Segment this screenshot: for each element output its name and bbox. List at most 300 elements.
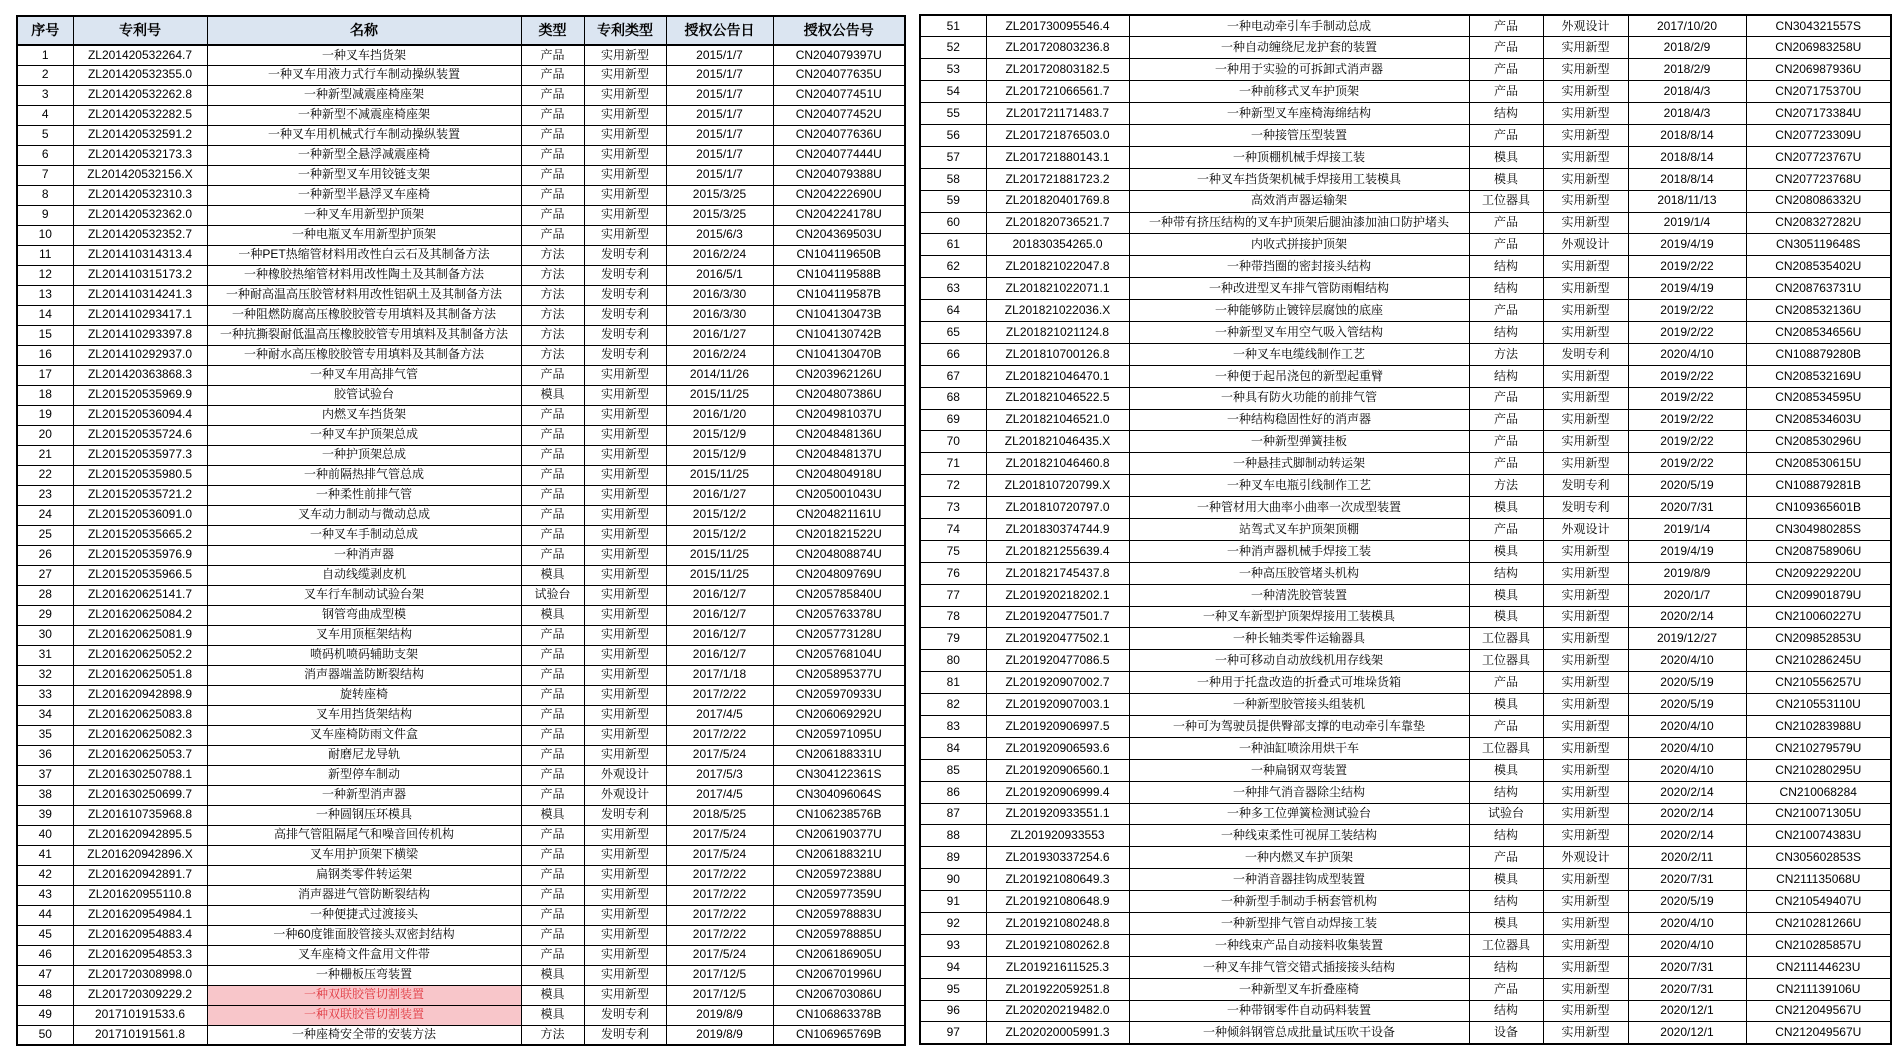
- cell-grant-date: 2020/7/31: [1628, 956, 1746, 978]
- cell-grant-date: 2017/10/20: [1628, 15, 1746, 37]
- table-row: [920, 497, 1891, 519]
- table-row: [920, 409, 1891, 431]
- cell-index: 81: [920, 672, 986, 694]
- cell-grant-date: 2017/4/5: [666, 785, 773, 805]
- cell-type: 结构: [1469, 825, 1543, 847]
- cell-type: 模具: [521, 605, 584, 625]
- cell-type: 工位器具: [1469, 628, 1543, 650]
- table-row: [920, 781, 1891, 803]
- cell-grant-date: 2015/1/7: [666, 65, 773, 85]
- cell-patent-number: ZL201630250699.7: [73, 785, 207, 805]
- cell-index: 56: [920, 124, 986, 146]
- cell-grant-date: 2016/1/27: [666, 485, 773, 505]
- cell-index: 93: [920, 934, 986, 956]
- cell-index: 6: [17, 145, 73, 165]
- cell-grant-date: 2017/2/22: [666, 905, 773, 925]
- cell-patent-number: ZL201921611525.3: [986, 956, 1129, 978]
- cell-patent-kind: 发明专利: [584, 265, 666, 285]
- table-row: [17, 645, 905, 665]
- cell-grant-date: 2019/2/22: [1628, 409, 1746, 431]
- cell-index: 84: [920, 737, 986, 759]
- cell-index: 71: [920, 453, 986, 475]
- cell-grant-date: 2017/4/5: [666, 705, 773, 725]
- cell-type: 产品: [521, 45, 584, 65]
- cell-patent-kind: 实用新型: [584, 545, 666, 565]
- cell-grant-date: 2014/11/26: [666, 365, 773, 385]
- cell-patent-kind: 实用新型: [584, 125, 666, 145]
- cell-grant-date: 2019/2/22: [1628, 453, 1746, 475]
- cell-patent-name: 耐磨尼龙导轨: [207, 745, 521, 765]
- cell-grant-number: CN205785840U: [773, 585, 905, 605]
- cell-index: 91: [920, 891, 986, 913]
- cell-patent-kind: 实用新型: [1543, 190, 1628, 212]
- cell-patent-number: ZL201721066561.7: [986, 81, 1129, 103]
- cell-grant-date: 2019/12/27: [1628, 628, 1746, 650]
- cell-grant-date: 2020/4/10: [1628, 737, 1746, 759]
- cell-patent-name: 一种具有防火功能的前排气管: [1129, 387, 1469, 409]
- cell-patent-kind: 实用新型: [584, 185, 666, 205]
- cell-grant-date: 2020/7/31: [1628, 497, 1746, 519]
- table-row: [920, 584, 1891, 606]
- cell-index: 95: [920, 978, 986, 1000]
- cell-patent-kind: 发明专利: [584, 1025, 666, 1045]
- cell-type: 模具: [1469, 606, 1543, 628]
- table-row: [920, 81, 1891, 103]
- table-row: [920, 475, 1891, 497]
- cell-grant-number: CN210279579U: [1746, 737, 1891, 759]
- table-row: [920, 716, 1891, 738]
- cell-patent-number: ZL201830374744.9: [986, 518, 1129, 540]
- cell-patent-name: 一种叉车排气管交错式插接接头结构: [1129, 956, 1469, 978]
- cell-grant-date: 2019/2/22: [1628, 256, 1746, 278]
- cell-patent-kind: 实用新型: [584, 565, 666, 585]
- table-row: [920, 803, 1891, 825]
- table-row: [17, 365, 905, 385]
- cell-type: 产品: [521, 545, 584, 565]
- cell-type: 产品: [1469, 847, 1543, 869]
- cell-type: 产品: [1469, 431, 1543, 453]
- cell-grant-date: 2020/12/1: [1628, 1000, 1746, 1022]
- cell-patent-name: 一种新型叉车座椅海绵结构: [1129, 103, 1469, 125]
- cell-patent-kind: 实用新型: [584, 445, 666, 465]
- cell-type: 工位器具: [1469, 737, 1543, 759]
- table-row: [920, 168, 1891, 190]
- cell-type: 产品: [1469, 672, 1543, 694]
- cell-grant-number: CN204821161U: [773, 505, 905, 525]
- cell-patent-name: 一种耐高温高压胶管材料用改性铝矾土及其制备方法: [207, 285, 521, 305]
- cell-grant-number: CN208532136U: [1746, 300, 1891, 322]
- cell-type: 产品: [1469, 453, 1543, 475]
- cell-patent-number: ZL201520535966.5: [73, 565, 207, 585]
- cell-type: 产品: [521, 925, 584, 945]
- cell-grant-date: 2018/5/25: [666, 805, 773, 825]
- cell-patent-name: 一种新型全悬浮减震座椅: [207, 145, 521, 165]
- cell-grant-number: CN207723309U: [1746, 124, 1891, 146]
- cell-patent-name: 内收式拼接护顶架: [1129, 234, 1469, 256]
- cell-patent-kind: 实用新型: [584, 45, 666, 65]
- cell-patent-kind: 实用新型: [584, 885, 666, 905]
- cell-patent-name: 一种新型叉车用铰链支架: [207, 165, 521, 185]
- cell-patent-number: ZL201821255639.4: [986, 540, 1129, 562]
- highlighted-cell-patent-name: 一种双联胶管切割装置: [207, 1005, 521, 1025]
- cell-grant-number: CN209229220U: [1746, 562, 1891, 584]
- cell-patent-kind: 外观设计: [1543, 518, 1628, 540]
- cell-patent-number: ZL201821021124.8: [986, 321, 1129, 343]
- table-row: [920, 1000, 1891, 1022]
- cell-patent-name: 一种护顶架总成: [207, 445, 521, 465]
- cell-grant-date: 2020/5/19: [1628, 891, 1746, 913]
- cell-patent-kind: 实用新型: [1543, 869, 1628, 891]
- cell-patent-kind: 发明专利: [584, 345, 666, 365]
- cell-patent-number: ZL201920906999.4: [986, 781, 1129, 803]
- cell-patent-number: ZL201620955110.8: [73, 885, 207, 905]
- cell-grant-number: CN204224178U: [773, 205, 905, 225]
- cell-patent-number: ZL201410293417.1: [73, 305, 207, 325]
- table-row: [920, 146, 1891, 168]
- cell-patent-kind: 实用新型: [584, 745, 666, 765]
- cell-grant-date: 2018/8/14: [1628, 146, 1746, 168]
- cell-patent-kind: 实用新型: [1543, 365, 1628, 387]
- cell-index: 63: [920, 278, 986, 300]
- cell-grant-number: CN204077452U: [773, 105, 905, 125]
- table-row: [920, 825, 1891, 847]
- cell-index: 37: [17, 765, 73, 785]
- cell-index: 14: [17, 305, 73, 325]
- cell-patent-name: 一种座椅安全带的安装方法: [207, 1025, 521, 1045]
- cell-type: 模具: [1469, 869, 1543, 891]
- cell-grant-number: CN208530296U: [1746, 431, 1891, 453]
- cell-index: 52: [920, 37, 986, 59]
- table-row: [17, 825, 905, 845]
- cell-grant-date: 2020/7/31: [1628, 869, 1746, 891]
- cell-grant-date: 2017/1/18: [666, 665, 773, 685]
- cell-grant-date: 2016/3/30: [666, 285, 773, 305]
- cell-patent-number: ZL201821046522.5: [986, 387, 1129, 409]
- cell-patent-kind: 实用新型: [1543, 759, 1628, 781]
- cell-grant-date: 2020/4/10: [1628, 913, 1746, 935]
- table-row: [17, 985, 905, 1005]
- cell-index: 24: [17, 505, 73, 525]
- table-row: [17, 785, 905, 805]
- table-row: [17, 565, 905, 585]
- cell-grant-number: CN109365601B: [1746, 497, 1891, 519]
- cell-patent-kind: 发明专利: [584, 285, 666, 305]
- cell-type: 模具: [1469, 913, 1543, 935]
- table-row: [920, 37, 1891, 59]
- cell-patent-kind: 实用新型: [1543, 913, 1628, 935]
- cell-patent-name: 高效消声器运输架: [1129, 190, 1469, 212]
- cell-type: 产品: [521, 405, 584, 425]
- cell-patent-name: 胶管试验台: [207, 385, 521, 405]
- cell-type: 产品: [1469, 300, 1543, 322]
- cell-grant-number: CN203962126U: [773, 365, 905, 385]
- cell-patent-number: ZL201721881723.2: [986, 168, 1129, 190]
- cell-patent-kind: 实用新型: [1543, 672, 1628, 694]
- cell-patent-name: 旋转座椅: [207, 685, 521, 705]
- cell-patent-number: ZL201410315173.2: [73, 265, 207, 285]
- cell-patent-kind: 实用新型: [1543, 650, 1628, 672]
- cell-index: 65: [920, 321, 986, 343]
- cell-grant-number: CN208530615U: [1746, 453, 1891, 475]
- cell-grant-number: CN206983258U: [1746, 37, 1891, 59]
- table-row: [920, 606, 1891, 628]
- cell-patent-name: 一种多工位弹簧检测试验台: [1129, 803, 1469, 825]
- cell-patent-kind: 实用新型: [1543, 124, 1628, 146]
- cell-type: 方法: [521, 325, 584, 345]
- cell-patent-name: 叉车动力制动与微动总成: [207, 505, 521, 525]
- cell-grant-number: CN104130470B: [773, 345, 905, 365]
- cell-index: 49: [17, 1005, 73, 1025]
- cell-type: 结构: [1469, 321, 1543, 343]
- cell-index: 54: [920, 81, 986, 103]
- cell-patent-kind: 实用新型: [1543, 278, 1628, 300]
- cell-grant-number: CN207723767U: [1746, 146, 1891, 168]
- cell-grant-date: 2020/2/11: [1628, 847, 1746, 869]
- cell-patent-number: ZL201420532282.5: [73, 105, 207, 125]
- cell-patent-kind: 发明专利: [1543, 343, 1628, 365]
- cell-patent-kind: 实用新型: [584, 225, 666, 245]
- cell-type: 产品: [1469, 978, 1543, 1000]
- cell-type: 模具: [521, 1005, 584, 1025]
- cell-patent-number: ZL201921080648.9: [986, 891, 1129, 913]
- cell-grant-number: CN208086332U: [1746, 190, 1891, 212]
- cell-patent-name: 一种新型消声器: [207, 785, 521, 805]
- cell-patent-name: 一种新型叉车折叠座椅: [1129, 978, 1469, 1000]
- cell-patent-name: 一种顶棚机械手焊接工装: [1129, 146, 1469, 168]
- cell-patent-kind: 实用新型: [1543, 168, 1628, 190]
- table-row: [920, 737, 1891, 759]
- cell-index: 21: [17, 445, 73, 465]
- cell-type: 产品: [521, 125, 584, 145]
- cell-index: 15: [17, 325, 73, 345]
- cell-grant-date: 2019/2/22: [1628, 300, 1746, 322]
- cell-grant-date: 2016/12/7: [666, 625, 773, 645]
- cell-type: 产品: [521, 85, 584, 105]
- table-row: [17, 925, 905, 945]
- cell-grant-number: CN204079388U: [773, 165, 905, 185]
- cell-patent-name: 叉车行车制动试验台架: [207, 585, 521, 605]
- cell-patent-kind: 实用新型: [584, 425, 666, 445]
- table-row: [17, 745, 905, 765]
- cell-index: 76: [920, 562, 986, 584]
- cell-index: 20: [17, 425, 73, 445]
- cell-patent-number: ZL201810700126.8: [986, 343, 1129, 365]
- cell-grant-number: CN210074383U: [1746, 825, 1891, 847]
- cell-patent-number: ZL201520536094.4: [73, 405, 207, 425]
- cell-patent-kind: 实用新型: [584, 845, 666, 865]
- cell-type: 结构: [1469, 562, 1543, 584]
- cell-patent-number: 201710191561.8: [73, 1025, 207, 1045]
- cell-grant-number: CN304321557S: [1746, 15, 1891, 37]
- cell-patent-number: ZL201821046435.X: [986, 431, 1129, 453]
- cell-grant-number: CN211135068U: [1746, 869, 1891, 891]
- cell-patent-number: ZL201821022047.8: [986, 256, 1129, 278]
- cell-grant-number: CN205970933U: [773, 685, 905, 705]
- cell-patent-name: 一种新型排气管自动焊接工装: [1129, 913, 1469, 935]
- cell-type: 产品: [1469, 387, 1543, 409]
- cell-patent-number: ZL201720309229.2: [73, 985, 207, 1005]
- cell-patent-kind: 实用新型: [1543, 1022, 1628, 1044]
- cell-grant-date: 2015/11/25: [666, 565, 773, 585]
- cell-patent-name: 一种消音器挂钩成型装置: [1129, 869, 1469, 891]
- table-row: [17, 505, 905, 525]
- cell-patent-kind: 实用新型: [1543, 540, 1628, 562]
- cell-grant-date: 2019/1/4: [1628, 212, 1746, 234]
- cell-type: 产品: [521, 705, 584, 725]
- cell-patent-name: 一种叉车用高排气管: [207, 365, 521, 385]
- cell-index: 11: [17, 245, 73, 265]
- cell-patent-kind: 实用新型: [1543, 562, 1628, 584]
- cell-index: 77: [920, 584, 986, 606]
- patent-table-left: [16, 15, 906, 1046]
- cell-index: 62: [920, 256, 986, 278]
- header-cell-index: 序号: [17, 16, 73, 45]
- cell-type: 模具: [521, 385, 584, 405]
- cell-patent-kind: 实用新型: [584, 865, 666, 885]
- table-row: [920, 278, 1891, 300]
- cell-patent-number: ZL201920933553: [986, 825, 1129, 847]
- table-row: [920, 15, 1891, 37]
- cell-patent-name: 一种新型半悬浮叉车座椅: [207, 185, 521, 205]
- cell-type: 方法: [521, 245, 584, 265]
- cell-grant-number: CN204981037U: [773, 405, 905, 425]
- cell-grant-date: 2015/1/7: [666, 105, 773, 125]
- header-cell-type: 类型: [521, 16, 584, 45]
- cell-grant-number: CN210556257U: [1746, 672, 1891, 694]
- cell-grant-date: 2016/2/24: [666, 245, 773, 265]
- cell-index: 69: [920, 409, 986, 431]
- cell-grant-number: CN205768104U: [773, 645, 905, 665]
- cell-type: 产品: [521, 185, 584, 205]
- cell-grant-number: CN201821522U: [773, 525, 905, 545]
- cell-grant-date: 2019/4/19: [1628, 234, 1746, 256]
- cell-patent-number: ZL201420532591.2: [73, 125, 207, 145]
- cell-patent-kind: 实用新型: [584, 685, 666, 705]
- cell-grant-date: 2017/12/5: [666, 985, 773, 1005]
- cell-index: 82: [920, 694, 986, 716]
- cell-patent-number: ZL201410293397.8: [73, 325, 207, 345]
- cell-patent-name: 一种橡胶热缩管材料用改性陶土及其制备方法: [207, 265, 521, 285]
- cell-type: 试验台: [521, 585, 584, 605]
- cell-index: 89: [920, 847, 986, 869]
- cell-type: 产品: [521, 525, 584, 545]
- cell-patent-name: 一种叉车手制动总成: [207, 525, 521, 545]
- cell-patent-kind: 实用新型: [584, 925, 666, 945]
- cell-grant-number: CN207173384U: [1746, 103, 1891, 125]
- cell-patent-kind: 外观设计: [1543, 234, 1628, 256]
- cell-patent-name: 扁钢类零件转运架: [207, 865, 521, 885]
- cell-type: 模具: [521, 985, 584, 1005]
- table-row: [17, 245, 905, 265]
- table-row: [17, 85, 905, 105]
- cell-patent-name: 一种圆钢压环模具: [207, 805, 521, 825]
- cell-patent-name: 一种叉车挡货架机械手焊接用工装模具: [1129, 168, 1469, 190]
- cell-type: 产品: [521, 845, 584, 865]
- table-row: [920, 103, 1891, 125]
- cell-patent-kind: 实用新型: [584, 165, 666, 185]
- cell-grant-date: 2019/4/19: [1628, 540, 1746, 562]
- cell-patent-name: 一种新型手制动手柄套管机构: [1129, 891, 1469, 913]
- cell-grant-number: CN104119650B: [773, 245, 905, 265]
- table-row: [920, 847, 1891, 869]
- table-row: [17, 965, 905, 985]
- cell-index: 66: [920, 343, 986, 365]
- table-row: [920, 321, 1891, 343]
- cell-type: 产品: [521, 165, 584, 185]
- cell-patent-kind: 实用新型: [584, 605, 666, 625]
- cell-index: 87: [920, 803, 986, 825]
- cell-index: 85: [920, 759, 986, 781]
- cell-grant-number: CN210071305U: [1746, 803, 1891, 825]
- cell-patent-number: ZL201821745437.8: [986, 562, 1129, 584]
- cell-patent-kind: 实用新型: [1543, 628, 1628, 650]
- cell-patent-name: 一种柔性前排气管: [207, 485, 521, 505]
- cell-grant-number: CN206188321U: [773, 845, 905, 865]
- cell-grant-number: CN208534603U: [1746, 409, 1891, 431]
- cell-grant-number: CN209852853U: [1746, 628, 1891, 650]
- cell-patent-number: ZL201821046521.0: [986, 409, 1129, 431]
- cell-type: 方法: [521, 285, 584, 305]
- cell-index: 83: [920, 716, 986, 738]
- cell-type: 工位器具: [1469, 934, 1543, 956]
- cell-patent-number: ZL201920907002.7: [986, 672, 1129, 694]
- cell-patent-kind: 实用新型: [584, 825, 666, 845]
- cell-index: 55: [920, 103, 986, 125]
- cell-type: 产品: [1469, 716, 1543, 738]
- cell-patent-name: 一种接管压型装置: [1129, 124, 1469, 146]
- cell-grant-number: CN212049567U: [1746, 1022, 1891, 1044]
- table-row: [920, 387, 1891, 409]
- cell-type: 结构: [1469, 891, 1543, 913]
- cell-patent-number: ZL201810720797.0: [986, 497, 1129, 519]
- cell-type: 结构: [1469, 365, 1543, 387]
- cell-grant-date: 2018/8/14: [1628, 168, 1746, 190]
- cell-grant-date: 2017/5/3: [666, 765, 773, 785]
- cell-index: 32: [17, 665, 73, 685]
- cell-patent-kind: 实用新型: [1543, 256, 1628, 278]
- cell-patent-name: 一种前移式叉车护顶架: [1129, 81, 1469, 103]
- cell-patent-number: ZL201620625051.8: [73, 665, 207, 685]
- cell-type: 模具: [1469, 759, 1543, 781]
- table-row: [17, 225, 905, 245]
- cell-index: 41: [17, 845, 73, 865]
- cell-patent-name: 一种改进型叉车排气管防雨帽结构: [1129, 278, 1469, 300]
- cell-patent-number: ZL201920907003.1: [986, 694, 1129, 716]
- cell-type: 产品: [1469, 212, 1543, 234]
- cell-grant-number: CN205978883U: [773, 905, 905, 925]
- cell-grant-date: 2016/12/7: [666, 605, 773, 625]
- cell-type: 结构: [1469, 1000, 1543, 1022]
- cell-grant-number: CN104130473B: [773, 305, 905, 325]
- cell-index: 72: [920, 475, 986, 497]
- cell-grant-number: CN206186905U: [773, 945, 905, 965]
- cell-patent-name: 一种新型叉车用空气吸入管结构: [1129, 321, 1469, 343]
- cell-grant-date: 2017/12/5: [666, 965, 773, 985]
- cell-grant-number: CN211139106U: [1746, 978, 1891, 1000]
- cell-patent-number: ZL201520535969.9: [73, 385, 207, 405]
- cell-patent-number: ZL201820736521.7: [986, 212, 1129, 234]
- cell-patent-kind: 发明专利: [584, 1005, 666, 1025]
- cell-patent-name: 一种高压胶管堵头机构: [1129, 562, 1469, 584]
- cell-patent-number: ZL201410314241.3: [73, 285, 207, 305]
- cell-type: 产品: [521, 825, 584, 845]
- cell-grant-number: CN304980285S: [1746, 518, 1891, 540]
- table-row: [17, 185, 905, 205]
- cell-grant-date: 2015/11/25: [666, 545, 773, 565]
- table-row: [920, 628, 1891, 650]
- cell-index: 43: [17, 885, 73, 905]
- table-row: [920, 672, 1891, 694]
